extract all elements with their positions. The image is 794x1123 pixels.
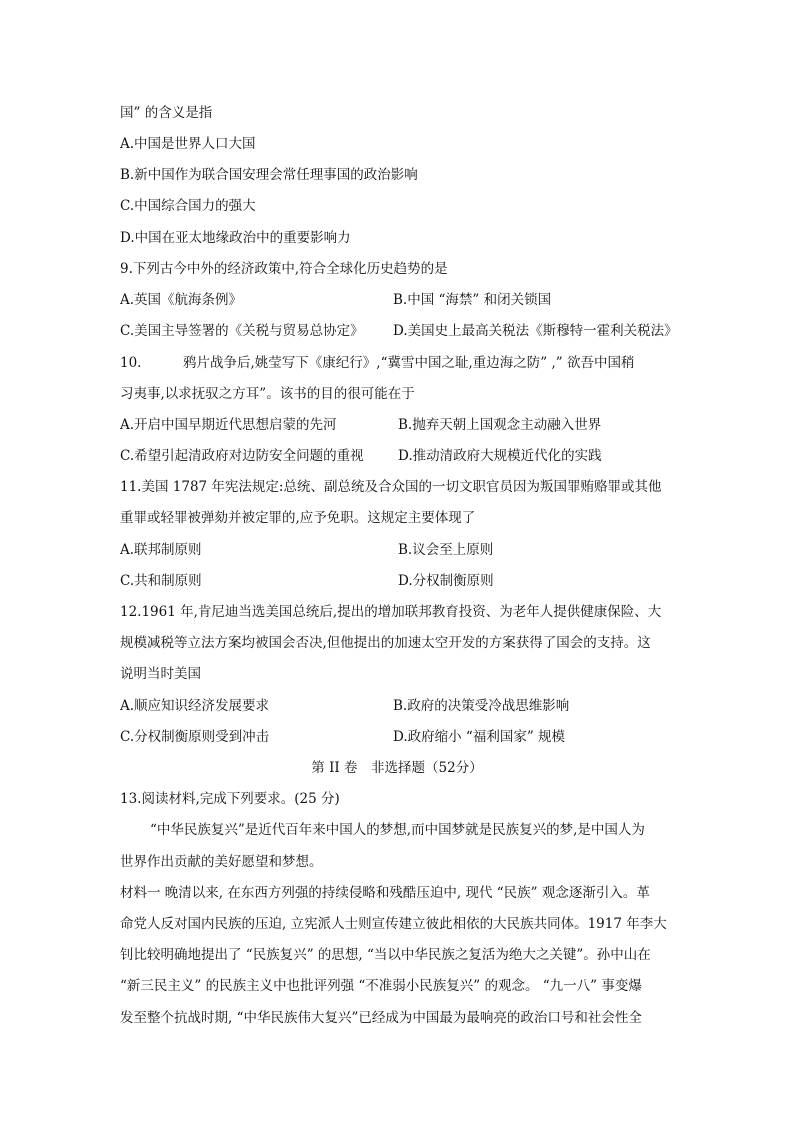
q12-option-d: D.政府缩小 “福利国家” 规模 [393,729,566,745]
q10-option-c: C.希望引起清政府对边防安全问题的重视 [120,448,364,464]
q8-stem-tail: 国” 的含义是指 [120,105,213,121]
q12-stem-line1: 12.1961 年,肯尼迪当选美国总统后,提出的增加联邦教育投资、为老年人提供健康保险、大 [120,604,662,620]
q11-option-a: A.联邦制原则 [120,542,202,558]
q11-option-d: D.分权制衡原则 [398,573,494,589]
q11-option-b: B.议会至上原则 [398,542,494,558]
q13-material1-line2: 命党人反对国内民族的压迫, 立宪派人士则宣传建立彼此相依的大民族共同体。1917 年李大 [120,916,667,932]
q12-option-b: B.政府的决策受冷战思维影响 [393,698,570,714]
q9-stem: 9.下列古今中外的经济政策中,符合全球化历史趋势的是 [120,261,448,277]
q9-option-d: D.美国史上最高关税法《斯穆特一霍利关税法》 [393,323,678,339]
q10-stem-line2: 习夷事,以求抚驭之方耳”。该书的目的很可能在于 [120,386,415,402]
q12-stem-line3: 说明当时美国 [120,666,201,682]
q10-option-d: D.推动清政府大规模近代化的实践 [398,448,602,464]
q13-material1-line1: 材料一 晚清以来, 在东西方列强的持续侵略和残酷压迫中, 现代 “民族” 观念逐渐引入。革 [120,885,650,901]
q8-option-a: A.中国是世界人口大国 [120,136,256,152]
q13-intro-line1: “中华民族复兴”是近代百年来中国人的梦想,而中国梦就是民族复兴的梦,是中国人为 [150,822,645,838]
q13-intro-line2: 世界作出贡献的美好愿望和梦想。 [120,854,323,870]
q13-stem: 13.阅读材料,完成下列要求。(25 分) [120,791,340,807]
q10-number: 10. [120,355,142,371]
q8-option-d: D.中国在亚太地缘政治中的重要影响力 [120,230,351,246]
q8-option-b: B.新中国作为联合国安理会常任理事国的政治影响 [120,167,418,183]
q12-option-a: A.顺应知识经济发展要求 [120,698,270,714]
q12-stem-line2: 规模减税等立法方案均被国会否决,但他提出的加速太空开发的方案获得了国会的支持。这 [120,635,651,651]
q9-option-a: A.英国《航海条例》 [120,292,243,308]
q10-option-a: A.开启中国早期近代思想启蒙的先河 [120,417,337,433]
q11-option-c: C.共和制原则 [120,573,202,589]
q13-material1-line3: 钊比较明确地提出了 “民族复兴” 的思想, “当以中华民族之复活为绝大之关键”。孙中山在 [120,947,651,963]
q8-option-c: C.中国综合国力的强大 [120,198,256,214]
q9-option-b: B.中国 “海禁” 和闭关锁国 [393,292,552,308]
q10-option-b: B.抛弃天朝上国观念主动融入世界 [398,417,602,433]
q13-material1-line5: 发至整个抗战时期, “中华民族伟大复兴”已经成为中国最为最响亮的政治口号和社会性全 [120,1010,642,1026]
q9-option-c: C.美国主导签署的《关税与贸易总协定》 [120,323,364,339]
q12-option-c: C.分权制衡原则受到冲击 [120,729,270,745]
q11-stem-line1: 11.美国 1787 年宪法规定:总统、副总统及合众国的一切文职官员因为叛国罪贿赂罪或其他 [120,479,662,495]
q11-stem-line2: 重罪或轻罪被弹劾并被定罪的,应予免职。这规定主要体现了 [120,510,476,526]
q13-material1-line4: “新三民主义” 的民族主义中也批评列强 “不准弱小民族复兴” 的观念。 “九一八” 事变爆 [120,978,642,994]
q10-stem-line1: 鸦片战争后,姚莹写下《康纪行》,“冀雪中国之耻,重边海之防” ,” 欲吾中国稍 [183,355,635,371]
section-title: 第 II 卷 非选择题（52分） [311,760,483,776]
